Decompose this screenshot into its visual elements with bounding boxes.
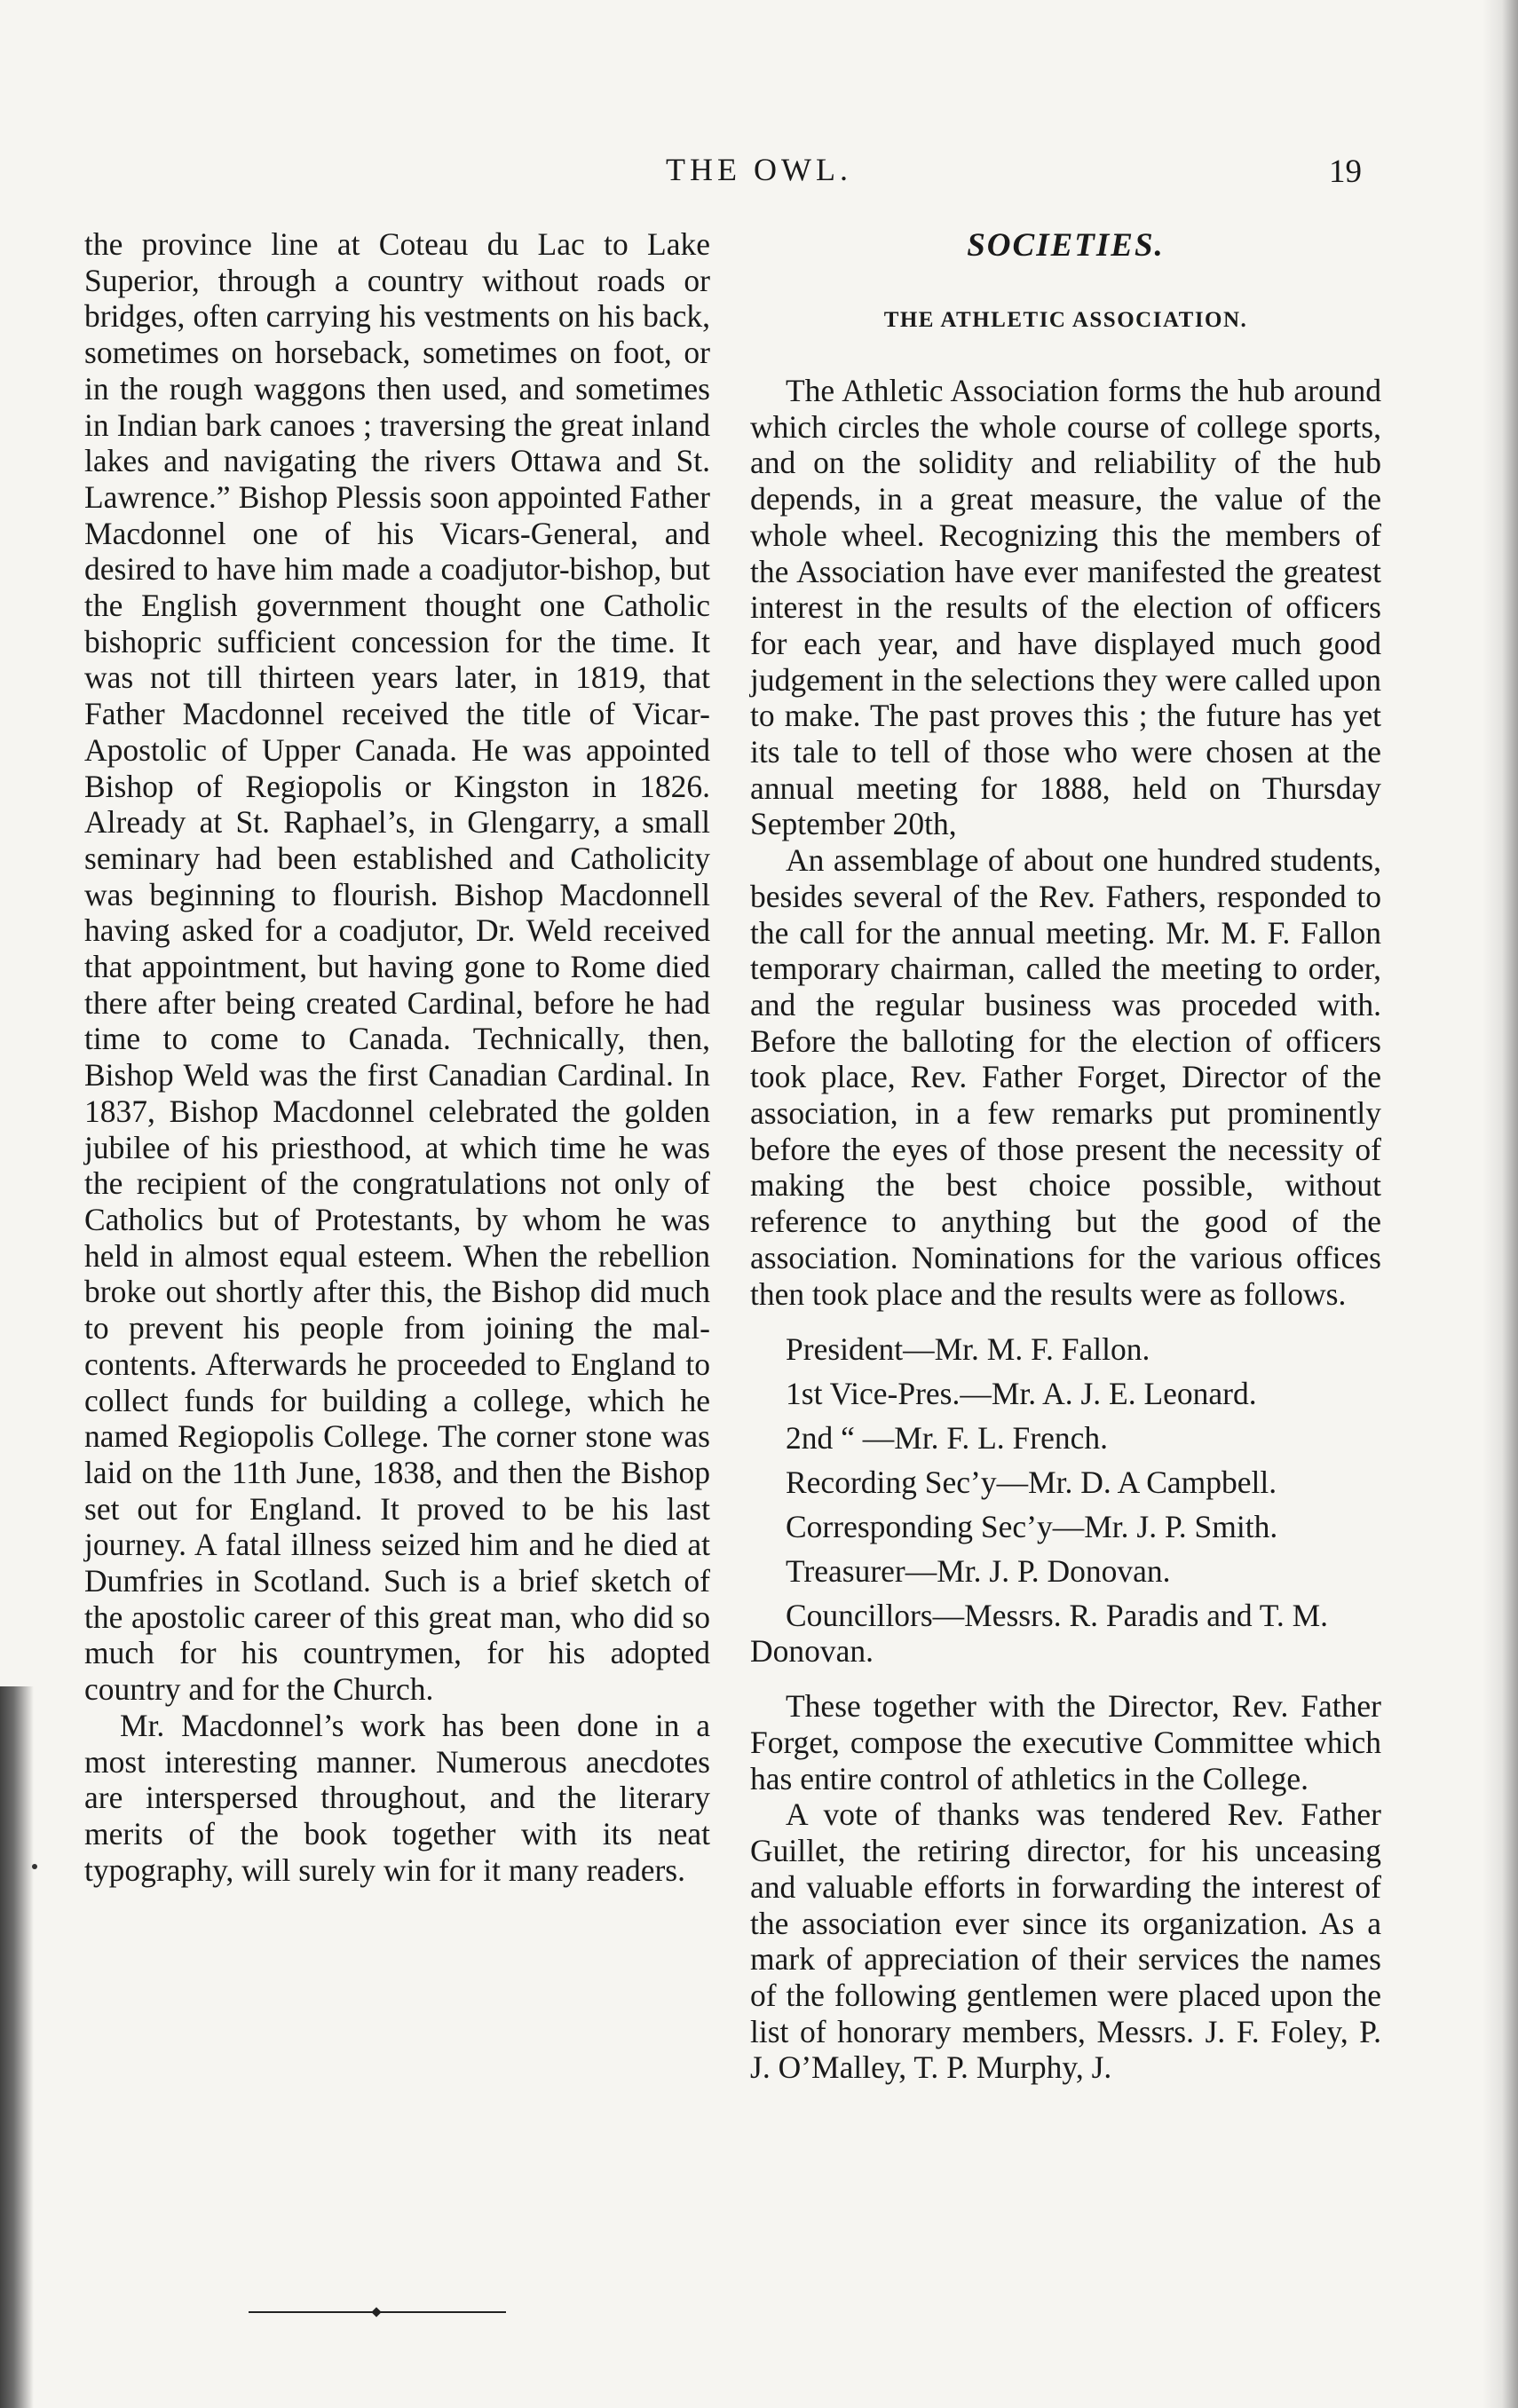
- left-column: [84, 226, 710, 1888]
- section-divider: [249, 2308, 506, 2317]
- page-edge-shadow: [1482, 0, 1518, 2408]
- officer-entry: Corresponding Sec’y—Mr. J. P. Smith.: [786, 1509, 1278, 1545]
- officers-list: [750, 1331, 1381, 1669]
- body-paragraph: These together with the Director, Rev. Father Forget, compose the executive Committee which has entire control of athletics in the College.: [750, 1688, 1381, 1796]
- officer-entry: Recording Sec’y—Mr. D. A Campbell.: [786, 1465, 1277, 1501]
- officer-entry: Councillors—Messrs. R. Paradis and T. M. Donovan.: [750, 1598, 1329, 1670]
- officer-entry: Treasurer—Mr. J. P. Donovan.: [786, 1553, 1171, 1590]
- divider-ornament: [371, 2307, 381, 2317]
- body-paragraph: the province line at Coteau du Lac to Lake Superior, through a country without roads or bridges, often carrying his vestments on his back, sometimes on horseback, sometimes on foot, or in the rough waggons then used, and sometimes in Indian bark canoes ; traversing the great inland lakes and navigating the rivers Ottawa and St. Lawrence.” Bishop Plessis soon appointed Father Macdonnel one of his Vicars-General, and desired to have him made a coadjutor-bishop, but the English government thought one Catholic bishopric sufficient concession for the time. It was not till thirteen years later, in 1819, that Father Macdonnel received the title of Vicar-Apostolic of Upper Canada. He was appointed Bishop of Regiopolis or Kingston in 1826. Already at St. Raphael’s, in Glengarry, a small seminary had been established and Catholicity was beginning to flourish. Bishop Macdonnell having asked for a coadjutor, Dr. Weld received that appointment, but having gone to Rome died there after being created Cardinal, before he had time to come to Canada. Technically, then, Bishop Weld was the first Canadian Cardinal. In 1837, Bishop Macdonnel celebrated the golden jubilee of his priesthood, at which time he was the recipient of the congratulations not only of Catholics but of Protestants, by whom he was held in almost equal esteem. When the rebellion broke out shortly after this, the Bishop did much to prevent his people from joining the malcontents. Afterwards he proceeded to England to collect funds for building a college, which he named Regiopolis College. The corner stone was laid on the 11th June, 1838, and then the Bishop set out for England. It proved to be his last journey. A fatal illness seized him and he died at Dumfries in Scotland. Such is a brief sketch of the apostolic career of this great man, who did so much for his countrymen, for his adopted country and for the Church.: [84, 226, 710, 1708]
- officer-entry: President—Mr. M. F. Fallon.: [786, 1331, 1150, 1368]
- running-title: THE OWL.: [666, 152, 852, 187]
- officer-entry: 2nd “ —Mr. F. L. French.: [786, 1420, 1108, 1457]
- ink-speck: [32, 1864, 37, 1869]
- article-subheading: THE ATHLETIC ASSOCIATION.: [883, 308, 1248, 332]
- body-paragraph: Mr. Macdonnel’s work has been done in a most interesting manner. Numerous anecdotes are interspersed throughout, and the literary merits of the book together with its neat typography, will surely win for it many readers.: [84, 1707, 710, 1888]
- page-number: 19: [1329, 154, 1362, 190]
- body-paragraph: The Athletic Association forms the hub around which circles the whole course of college sports, and on the solidity and reliability of the hub depends, in a great measure, the value of the whole wheel. Recognizing this the members of the Association have ever manifested the greatest interest in the results of the election of officers for each year, and have displayed much good judgement in the selections they were called upon to make. The past proves this ; the future has yet its tale to tell of those who were chosen at the annual meeting for 1888, held on Thursday September 20th,: [750, 373, 1381, 842]
- binding-shadow: [0, 1686, 34, 2408]
- right-column: [750, 226, 1381, 2086]
- body-paragraph: A vote of thanks was tendered Rev. Father Guillet, the retiring director, for his unceasing and valuable efforts in forwarding the interest of the association ever since its organization. As a mark of appreciation of their services the names of the following gentlemen were placed upon the list of honorary members, Messrs. J. F. Foley, P. J. O’Malley, T. P. Murphy, J.: [750, 1796, 1381, 2086]
- officer-entry: 1st Vice-Pres.—Mr. A. J. E. Leonard.: [786, 1376, 1257, 1412]
- section-title: SOCIETIES.: [967, 227, 1165, 264]
- body-paragraph: An assemblage of about one hundred students, besides several of the Rev. Fathers, responded to the call for the annual meeting. Mr. M. F. Fallon temporary chairman, called the meeting to order, and the regular business was proceded with. Before the balloting for the election of officers took place, Rev. Father Forget, Director of the association, in a few remarks put prominently before the eyes of those present the necessity of making the best choice possible, without reference to anything but the good of the association. Nominations for the various offices then took place and the results were as follows.: [750, 842, 1381, 1312]
